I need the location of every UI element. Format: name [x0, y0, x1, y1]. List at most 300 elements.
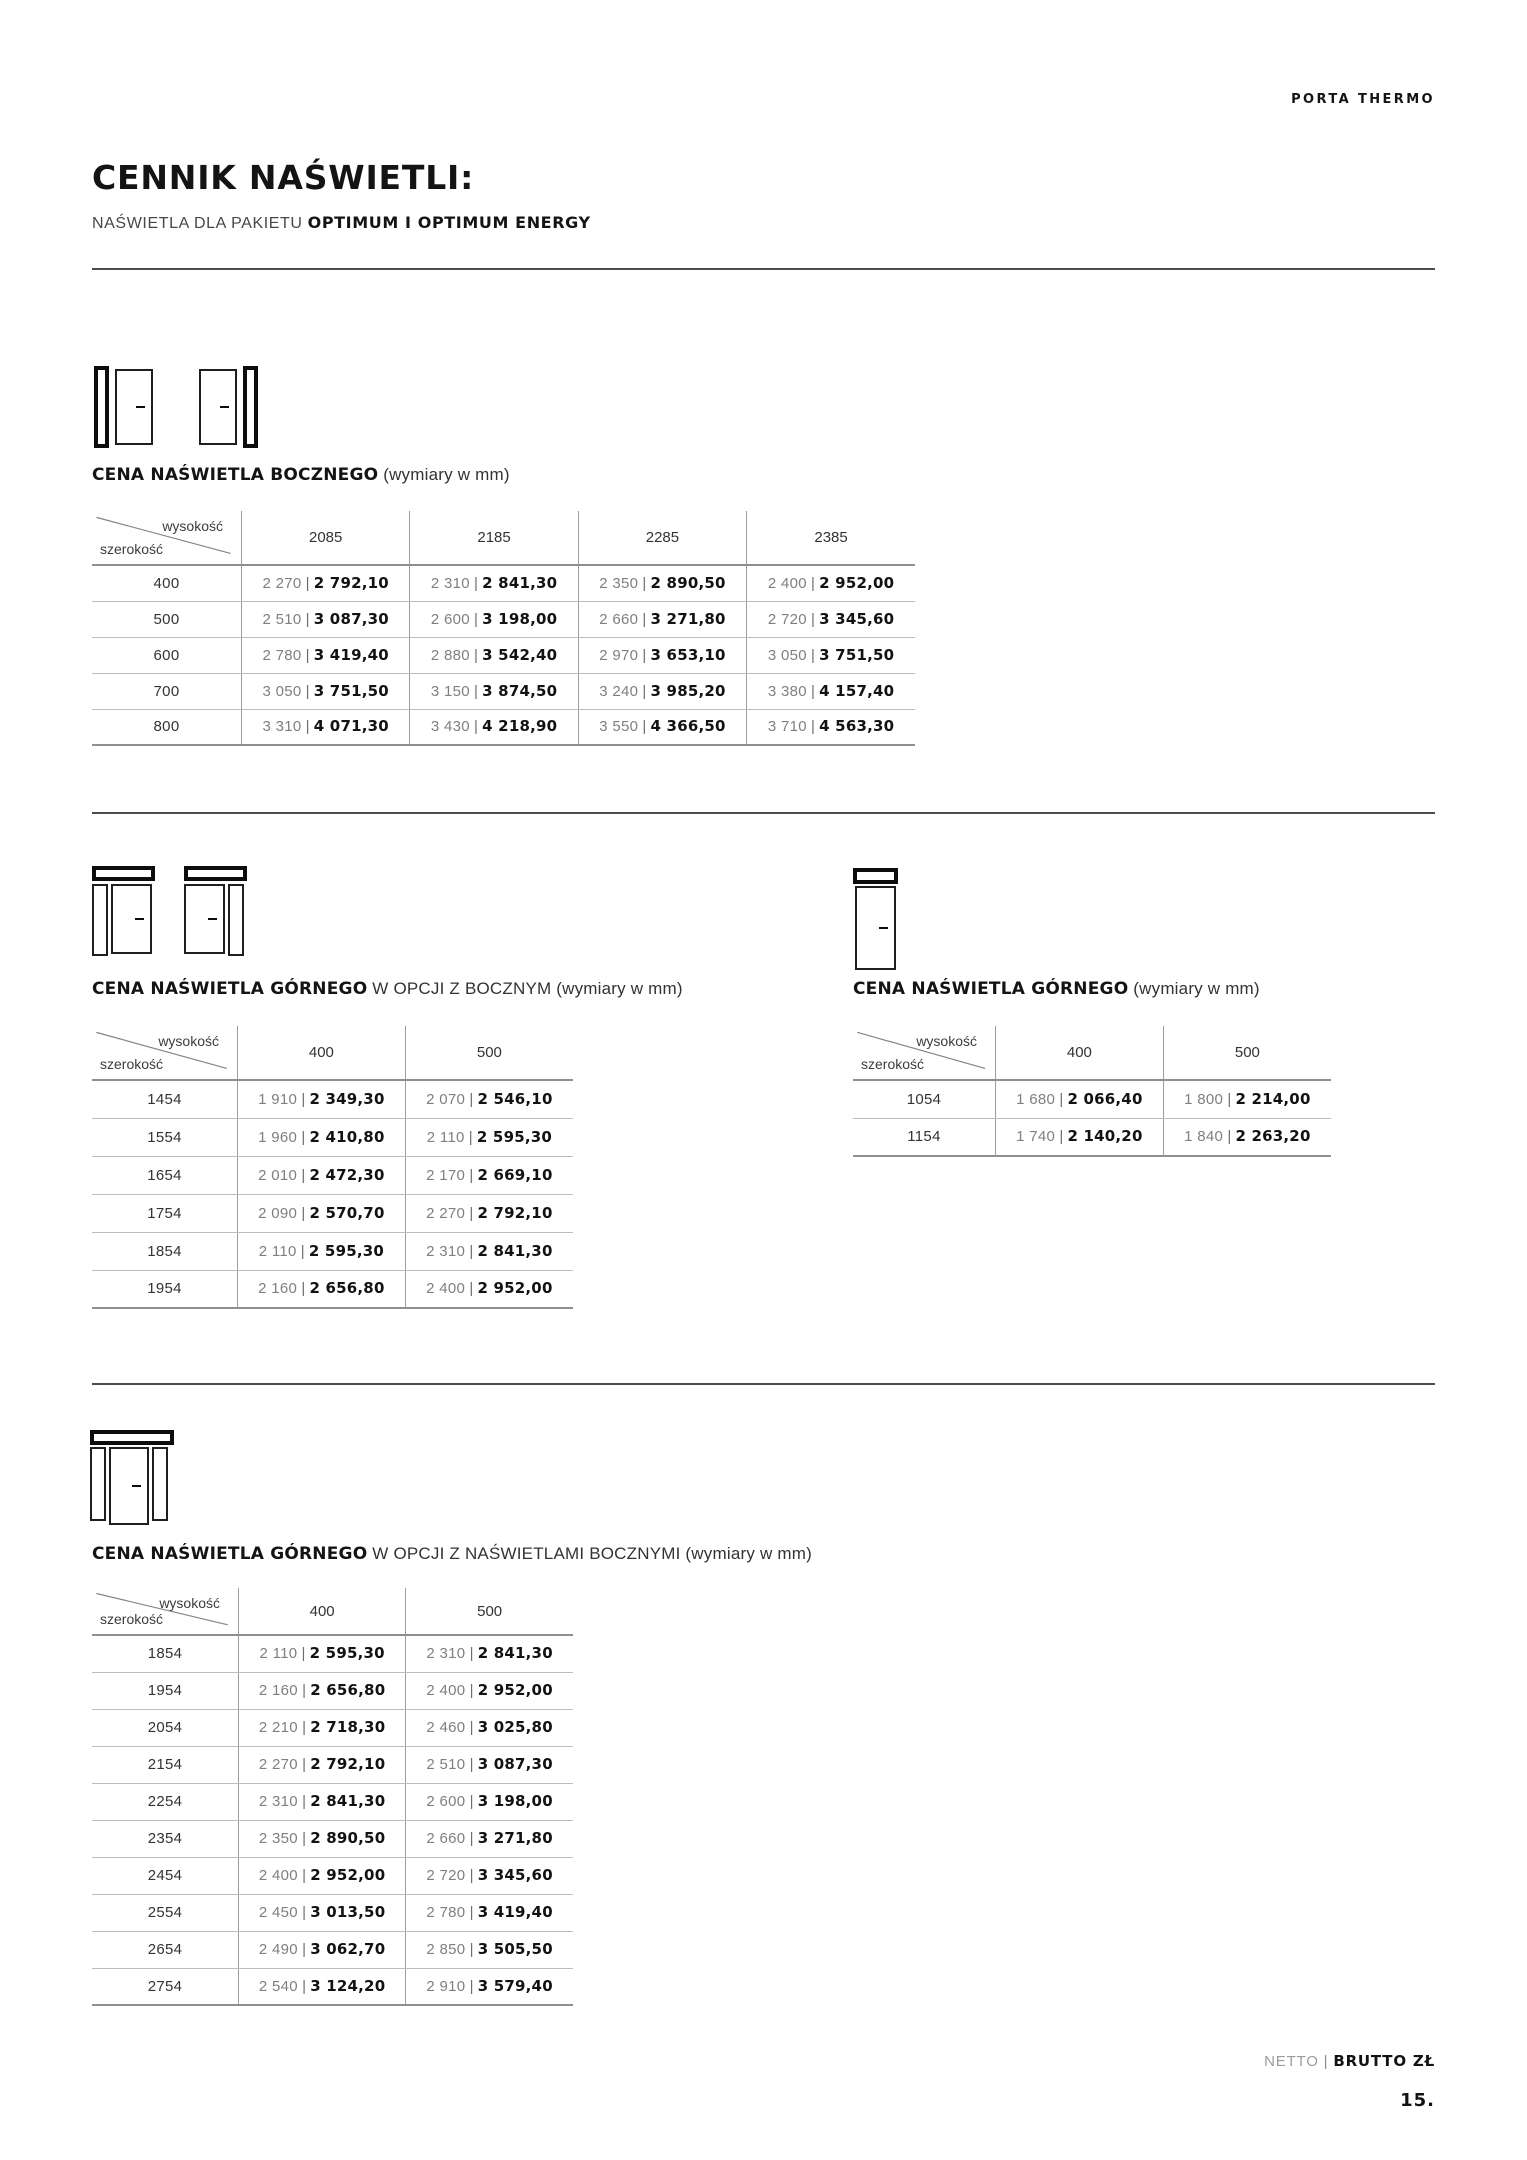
netto-price: 3 310: [262, 718, 302, 736]
table-row: [92, 1635, 573, 1672]
price-cell: [242, 709, 410, 745]
table-row: [92, 601, 915, 637]
netto-price: 2 310: [426, 1242, 466, 1260]
netto-price: 1 740: [1016, 1128, 1056, 1146]
netto-price: 2 780: [262, 646, 302, 664]
row-header-cell: 1154: [853, 1118, 996, 1156]
transom-pane: [184, 866, 247, 881]
netto-price: 2 600: [430, 610, 470, 628]
netto-price: 2 270: [426, 1204, 466, 1222]
brutto-price: 2 410,80: [309, 1127, 385, 1146]
price-cell: [747, 565, 915, 601]
table-header-row: [92, 1026, 573, 1080]
netto-price: 3 380: [767, 682, 807, 700]
row-header-cell: 500: [92, 601, 242, 637]
price-separator: |: [297, 1830, 311, 1847]
table-row: [92, 1194, 573, 1232]
brutto-price: 3 198,00: [482, 609, 558, 628]
price-separator: |: [297, 1128, 310, 1146]
transom-pane: [90, 1430, 174, 1445]
price-cell: [238, 1118, 406, 1156]
legend-brutto: BRUTTO ZŁ: [1333, 2052, 1435, 2070]
column-header: 400: [239, 1588, 406, 1635]
corner-label-wysokosc: wysokość: [158, 1033, 219, 1049]
price-separator: |: [638, 718, 651, 736]
price-separator: |: [806, 646, 820, 664]
section-heading-gorny-z-bocznym: [92, 979, 683, 999]
price-cell: [238, 1270, 406, 1308]
corner-label-szerokosc: szerokość: [100, 1611, 164, 1627]
price-separator: |: [297, 1719, 311, 1736]
netto-price: 2 350: [258, 1830, 298, 1847]
row-header-cell: 700: [92, 673, 242, 709]
netto-price: 2 910: [426, 1977, 466, 1995]
table-row: [92, 709, 915, 745]
row-header-cell: 600: [92, 637, 242, 673]
section-gorny-z-bocznym-icons: [92, 866, 247, 956]
door-with-right-sidelight-icon: [199, 366, 258, 448]
price-cell: [410, 637, 578, 673]
price-cell: [405, 1118, 573, 1156]
brutto-price: 4 157,40: [819, 681, 895, 700]
section-boczny-icons: [94, 366, 258, 448]
brutto-price: 3 198,00: [477, 1792, 553, 1810]
brutto-price: 3 025,80: [477, 1718, 553, 1736]
divider: [92, 812, 1435, 814]
price-separator: |: [297, 1904, 311, 1921]
table-row: [92, 1232, 573, 1270]
brutto-price: 3 271,80: [650, 609, 726, 628]
transom-left-sidelight-door-icon: [92, 866, 155, 956]
table-row: [92, 1080, 573, 1118]
price-cell: [1163, 1118, 1331, 1156]
brutto-price: 3 751,50: [819, 645, 895, 664]
brutto-price: 3 087,30: [313, 609, 389, 628]
table-head: [853, 1026, 1331, 1080]
brutto-price: 2 656,80: [310, 1681, 386, 1699]
netto-price: 2 310: [426, 1645, 466, 1663]
price-separator: |: [638, 610, 651, 628]
price-cell: [238, 1194, 406, 1232]
price-cell: [996, 1118, 1164, 1156]
section-heading-boczny: [92, 465, 510, 485]
corner-cell: [92, 1588, 239, 1635]
netto-price: 1 680: [1016, 1090, 1056, 1108]
price-separator: |: [296, 1242, 309, 1260]
table-row: [92, 1156, 573, 1194]
price-separator: |: [465, 1941, 478, 1958]
row-header-cell: 2054: [92, 1709, 239, 1746]
section-heading-gorny: [853, 979, 1260, 999]
sidelight-pane: [94, 366, 109, 448]
price-separator: |: [297, 1204, 310, 1222]
price-cell: [239, 1931, 406, 1968]
price-separator: |: [469, 718, 483, 736]
door-pane: [199, 369, 237, 445]
price-separator: |: [465, 1280, 478, 1298]
netto-price: 2 510: [262, 610, 302, 628]
heading-rest: (wymiary w mm): [378, 465, 510, 484]
brutto-price: 2 792,10: [477, 1203, 553, 1222]
row-header-cell: 2754: [92, 1968, 239, 2005]
row-header-cell: 1554: [92, 1118, 238, 1156]
brutto-price: 3 345,60: [819, 609, 895, 628]
price-cell: [405, 1270, 573, 1308]
section-heading-gorny-z-naswietlami: [92, 1544, 812, 1564]
brutto-price: 3 505,50: [477, 1940, 553, 1958]
price-cell: [239, 1672, 406, 1709]
brutto-price: 2 841,30: [482, 573, 558, 592]
price-separator: |: [465, 1682, 478, 1699]
brutto-price: 3 874,50: [482, 681, 558, 700]
netto-price: 2 400: [426, 1682, 466, 1699]
column-header: 400: [238, 1026, 406, 1080]
brutto-price: 2 140,20: [1067, 1127, 1143, 1146]
table-row: [853, 1080, 1331, 1118]
netto-price: 2 720: [767, 610, 807, 628]
table-row: [92, 1968, 573, 2005]
netto-price: 2 110: [426, 1128, 465, 1146]
door-handle: [208, 918, 217, 920]
corner-label-wysokosc: wysokość: [162, 518, 223, 534]
brutto-price: 4 071,30: [313, 717, 389, 736]
page-number: 15.: [1400, 2090, 1435, 2111]
transom-pane: [853, 868, 898, 884]
heading-bold: CENA NAŚWIETLA GÓRNEGO: [853, 979, 1129, 999]
price-legend: [1264, 2052, 1435, 2070]
price-separator: |: [465, 1719, 478, 1736]
table-row: [92, 1894, 573, 1931]
price-cell: [410, 601, 578, 637]
brutto-price: 2 214,00: [1235, 1089, 1311, 1108]
netto-price: 2 880: [430, 646, 470, 664]
price-cell: [239, 1820, 406, 1857]
brutto-price: 2 952,00: [310, 1866, 386, 1884]
price-separator: |: [297, 1941, 311, 1958]
brutto-price: 3 542,40: [482, 645, 558, 664]
price-separator: |: [469, 574, 483, 592]
netto-price: 2 270: [262, 574, 302, 592]
row-header-cell: 1054: [853, 1080, 996, 1118]
price-separator: |: [465, 1867, 478, 1884]
netto-price: 2 270: [258, 1756, 298, 1773]
price-cell: [242, 637, 410, 673]
table-row: [92, 1931, 573, 1968]
table-row: [92, 673, 915, 709]
brutto-price: 4 563,30: [819, 717, 895, 736]
price-separator: |: [1223, 1090, 1236, 1108]
table-body: [92, 1080, 573, 1308]
table-row: [92, 1820, 573, 1857]
corner-label-szerokosc: szerokość: [100, 541, 164, 557]
column-header: 2185: [410, 511, 578, 565]
price-cell: [406, 1635, 573, 1672]
netto-price: 2 400: [258, 1867, 298, 1884]
row-header-cell: 1854: [92, 1635, 239, 1672]
price-cell: [239, 1709, 406, 1746]
price-separator: |: [297, 1090, 310, 1108]
sidelight-pane: [243, 366, 258, 448]
price-cell: [1163, 1080, 1331, 1118]
corner-cell: [853, 1026, 996, 1080]
table-naswietla-gorne-z-bocznym: [92, 1026, 573, 1309]
price-separator: |: [465, 1904, 478, 1921]
price-separator: |: [301, 682, 314, 700]
table-row: [92, 565, 915, 601]
table-head: [92, 1026, 573, 1080]
price-cell: [406, 1820, 573, 1857]
table-body: [853, 1080, 1331, 1156]
price-cell: [405, 1156, 573, 1194]
netto-price: 3 050: [767, 646, 807, 664]
netto-price: 2 510: [426, 1756, 466, 1773]
transom-pane: [92, 866, 155, 881]
netto-price: 2 310: [258, 1793, 298, 1810]
column-header: 500: [405, 1026, 573, 1080]
brutto-price: 3 062,70: [310, 1940, 386, 1958]
row-header-cell: 1454: [92, 1080, 238, 1118]
door-handle: [879, 927, 888, 929]
table-row: [92, 1783, 573, 1820]
netto-price: 3 240: [599, 682, 639, 700]
brutto-price: 3 985,20: [650, 681, 726, 700]
row-header-cell: 1654: [92, 1156, 238, 1194]
netto-price: 3 710: [767, 718, 807, 736]
netto-price: 2 210: [258, 1719, 298, 1736]
icon-lower-row: [92, 884, 155, 956]
brutto-price: 2 595,30: [476, 1127, 553, 1146]
brutto-price: 2 656,80: [309, 1279, 385, 1298]
netto-price: 3 050: [262, 682, 302, 700]
corner-label-wysokosc: wysokość: [916, 1033, 977, 1049]
price-cell: [406, 1857, 573, 1894]
price-cell: [406, 1931, 573, 1968]
netto-price: 2 350: [599, 574, 639, 592]
row-header-cell: 2254: [92, 1783, 239, 1820]
netto-price: 2 400: [426, 1280, 466, 1298]
brutto-price: 3 013,50: [310, 1903, 386, 1921]
table-naswietla-gorne-z-naswietlami: [92, 1588, 573, 2006]
netto-price: 3 550: [599, 718, 639, 736]
price-cell: [578, 673, 746, 709]
table-row: [92, 1270, 573, 1308]
netto-price: 2 780: [426, 1904, 466, 1921]
brutto-price: 2 066,40: [1067, 1089, 1143, 1108]
transom-door-right-sidelight-icon: [184, 866, 247, 956]
price-cell: [410, 673, 578, 709]
door-pane: [855, 886, 896, 970]
price-separator: |: [465, 1830, 478, 1847]
column-header: 400: [996, 1026, 1164, 1080]
netto-price: 2 160: [258, 1682, 298, 1699]
sidelight-pane: [90, 1447, 106, 1521]
price-cell: [578, 637, 746, 673]
price-separator: |: [806, 718, 820, 736]
icon-lower-row: [184, 884, 247, 956]
row-header-cell: 2554: [92, 1894, 239, 1931]
price-separator: |: [301, 610, 314, 628]
page-subtitle: [92, 213, 591, 233]
row-header-cell: 2154: [92, 1746, 239, 1783]
netto-price: 2 600: [426, 1793, 466, 1810]
table-row: [92, 1672, 573, 1709]
door-pane: [115, 369, 153, 445]
transom-door-icon: [853, 868, 898, 970]
price-separator: |: [638, 682, 651, 700]
netto-price: 2 090: [258, 1204, 298, 1222]
price-cell: [239, 1746, 406, 1783]
price-separator: |: [464, 1128, 477, 1146]
netto-price: 2 400: [767, 574, 807, 592]
table-naswietla-gorne: [853, 1026, 1331, 1157]
brutto-price: 3 419,40: [477, 1903, 553, 1921]
netto-price: 2 720: [426, 1867, 466, 1884]
table-naswietla-boczne: [92, 511, 915, 746]
price-separator: |: [465, 1977, 478, 1995]
brutto-price: 3 419,40: [313, 645, 389, 664]
price-cell: [238, 1232, 406, 1270]
row-header-cell: 2654: [92, 1931, 239, 1968]
brutto-price: 4 218,90: [482, 717, 558, 736]
heading-bold: CENA NAŚWIETLA GÓRNEGO: [92, 1544, 368, 1564]
brutto-price: 2 841,30: [477, 1644, 553, 1663]
price-cell: [410, 709, 578, 745]
brutto-price: 3 087,30: [477, 1755, 553, 1773]
netto-price: 2 660: [426, 1830, 466, 1847]
price-separator: |: [469, 610, 483, 628]
brutto-price: 2 669,10: [477, 1165, 553, 1184]
legend-separator: |: [1318, 2053, 1334, 2070]
heading-rest: W OPCJI Z BOCZNYM (wymiary w mm): [367, 979, 683, 998]
brutto-price: 2 890,50: [650, 573, 726, 592]
door-pane: [184, 884, 225, 954]
price-separator: |: [301, 646, 314, 664]
brutto-price: 2 792,10: [310, 1755, 386, 1773]
price-separator: |: [638, 646, 651, 664]
door-with-left-sidelight-icon: [94, 366, 153, 448]
row-header-cell: 800: [92, 709, 242, 745]
netto-price: 2 970: [599, 646, 639, 664]
price-separator: |: [806, 610, 820, 628]
price-cell: [238, 1080, 406, 1118]
brutto-price: 3 124,20: [310, 1976, 386, 1995]
price-separator: |: [465, 1242, 478, 1260]
door-pane: [111, 884, 152, 954]
brutto-price: 3 653,10: [650, 645, 726, 664]
row-header-cell: 1954: [92, 1270, 238, 1308]
price-cell: [996, 1080, 1164, 1118]
netto-price: 3 150: [430, 682, 470, 700]
price-cell: [578, 601, 746, 637]
brutto-price: 2 952,00: [477, 1681, 553, 1699]
row-header-cell: 1854: [92, 1232, 238, 1270]
column-header: 2285: [578, 511, 746, 565]
transom-door-two-sidelights-icon: [90, 1430, 174, 1525]
divider: [92, 1383, 1435, 1385]
price-cell: [239, 1894, 406, 1931]
brutto-price: 3 271,80: [477, 1829, 553, 1847]
price-separator: |: [469, 646, 483, 664]
brutto-price: 2 472,30: [309, 1165, 385, 1184]
price-cell: [239, 1968, 406, 2005]
price-separator: |: [297, 1977, 311, 1995]
brutto-price: 2 952,00: [477, 1279, 553, 1298]
row-header-cell: 2454: [92, 1857, 239, 1894]
price-separator: |: [806, 574, 820, 592]
table-header-row: [853, 1026, 1331, 1080]
price-separator: |: [806, 682, 820, 700]
column-header: 500: [1163, 1026, 1331, 1080]
corner-cell: [92, 511, 242, 565]
table-head: [92, 511, 915, 565]
price-separator: |: [301, 718, 314, 736]
heading-bold: CENA NAŚWIETLA BOCZNEGO: [92, 465, 379, 485]
row-header-cell: 1754: [92, 1194, 238, 1232]
brutto-price: 2 546,10: [477, 1089, 553, 1108]
table-row: [92, 1118, 573, 1156]
price-separator: |: [297, 1756, 311, 1773]
corner-label-szerokosc: szerokość: [100, 1056, 164, 1072]
price-separator: |: [465, 1204, 478, 1222]
price-separator: |: [465, 1166, 478, 1184]
brutto-price: 2 570,70: [309, 1203, 385, 1222]
table-header-row: [92, 1588, 573, 1635]
price-separator: |: [1055, 1090, 1068, 1108]
subtitle-bold: OPTIMUM I OPTIMUM ENERGY: [307, 213, 591, 232]
price-cell: [406, 1894, 573, 1931]
heading-bold: CENA NAŚWIETLA GÓRNEGO: [92, 979, 368, 999]
price-separator: |: [297, 1280, 310, 1298]
netto-price: 1 840: [1184, 1128, 1224, 1146]
price-separator: |: [465, 1756, 478, 1773]
price-separator: |: [469, 682, 483, 700]
price-separator: |: [1055, 1128, 1068, 1146]
netto-price: 2 110: [258, 1242, 297, 1260]
brutto-price: 4 366,50: [650, 717, 726, 736]
price-cell: [405, 1194, 573, 1232]
column-header: 2385: [747, 511, 915, 565]
price-cell: [747, 673, 915, 709]
sidelight-pane: [152, 1447, 168, 1521]
divider: [92, 268, 1435, 270]
netto-price: 2 170: [426, 1166, 466, 1184]
netto-price: 2 540: [258, 1977, 298, 1995]
price-cell: [242, 673, 410, 709]
brutto-price: 3 345,60: [477, 1866, 553, 1884]
netto-price: 2 110: [259, 1645, 298, 1663]
netto-price: 3 430: [430, 718, 470, 736]
price-separator: |: [297, 1793, 311, 1810]
heading-rest: (wymiary w mm): [1128, 979, 1260, 998]
price-cell: [578, 565, 746, 601]
table-row: [92, 637, 915, 673]
table-head: [92, 1588, 573, 1635]
price-cell: [406, 1709, 573, 1746]
price-cell: [242, 565, 410, 601]
price-cell: [410, 565, 578, 601]
brutto-price: 2 841,30: [477, 1241, 553, 1260]
price-cell: [239, 1635, 406, 1672]
price-cell: [242, 601, 410, 637]
price-cell: [406, 1783, 573, 1820]
price-cell: [747, 637, 915, 673]
brutto-price: 2 263,20: [1235, 1127, 1311, 1146]
price-cell: [239, 1783, 406, 1820]
brutto-price: 2 792,10: [313, 573, 389, 592]
price-cell: [405, 1080, 573, 1118]
icon-lower-row: [90, 1447, 174, 1525]
table-row: [853, 1118, 1331, 1156]
